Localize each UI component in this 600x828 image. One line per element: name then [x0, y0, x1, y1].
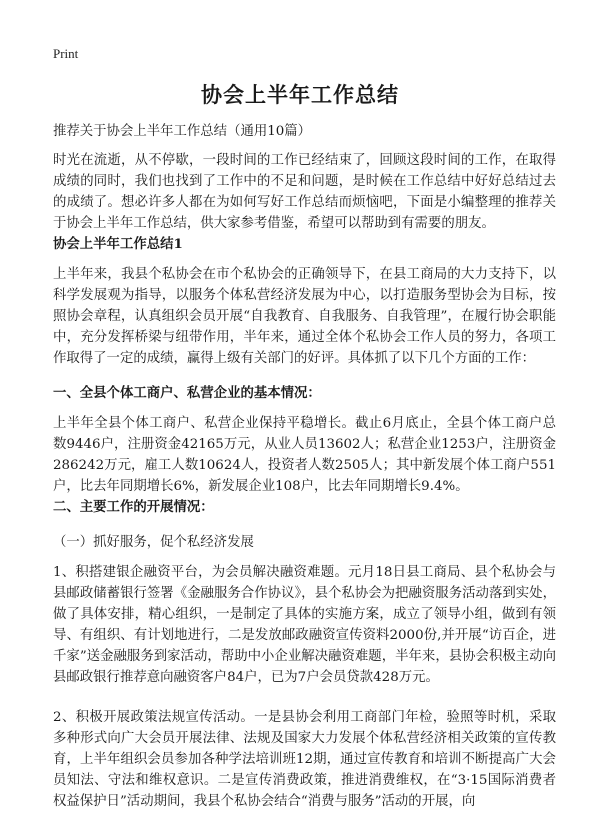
document-title: 协会上半年工作总结 [201, 82, 399, 107]
section-heading-1: 协会上半年工作总结1 [53, 236, 183, 252]
intro-paragraph: 时光在流逝，从不停歇，一段时间的工作已经结束了，回顾这段时间的工作，在取得成绩的同时，我们也找到了工作中的不足和问题，是时候在工作总结中好好总结过去的成绩了。想必许多人都在为如何写好工作总结而烦恼吧，下面是小编整理的推荐关于协会上半年工作总结，供大家参考借鉴，希望可以帮助到有需要的朋友。 [53, 153, 556, 231]
sub-heading-service: （一）抓好服务，促个私经济发展 [53, 535, 254, 550]
heading-main-work: 二、主要工作的开展情况： [53, 499, 214, 515]
section-1-paragraph: 上半年来，我县个私协会在市个私协会的正确领导下，在县工商局的大力支持下，以科学发展观为指导，以服务个体私营经济发展为中心，以打造服务型协会为目标，按照协会章程，认真组织会员开展“自我教育、自我服务、自我管理”，在履行协会职能中，充分发挥桥梁与纽带作用，半年来，通过全体个私协会工作人员的努力，各项工作取得了一定的成绩，赢得上级有关部门的好评。具体抓了以下几个方面的工作： [53, 267, 556, 366]
item-1-paragraph: 1、积搭建银企融资平台，为会员解决融资难题。元月18日县工商局、县个私协会与县邮政储蓄银行签署《金融服务合作协议》，县个私协会为把融资服务活动落到实处，做了具体安排，精心组织，一是制定了具体的实施方案，成立了领导小组，做到有领导、有组织、有计划地进行，二是发放邮政融资宣传资料2000份,并开展“访百企，进千家”送金融服务到家活动，帮助中小企业解决融资难题，半年来，县协会积极主动向县邮政银行推荐意向融资客户84户，已为7户会员贷款428万元。 [53, 565, 556, 685]
document-subtitle: 推荐关于协会上半年工作总结（通用10篇） [53, 124, 312, 139]
print-label[interactable]: Print [53, 46, 79, 61]
basic-situation-paragraph: 上半年全县个体工商户、私营企业保持平稳增长。截止6月底止，全县个体工商户总数9446户，注册资金42165万元，从业人员13602人；私营企业1253户，注册资金286242万元，雇工人数10624人，投资者人数2505人；其中新发展个体工商户551户，比去年同期增长6%，新发展企业108户，比去年同期增长9.4%。 [53, 416, 556, 494]
item-2-paragraph: 2、积极开展政策法规宣传活动。一是县协会利用工商部门年检，验照等时机，采取多种形式向广大会员开展法律、法规及国家大力发展个体私营经济相关政策的宣传教育，上半年组织会员参加各种学法培训班12期，通过宣传教育和培训不断提高广大会员知法、守法和维权意识。二是宣传消费政策，推进消费维权，在“3·15国际消费者权益保护日”活动期间，我县个私协会结合“消费与服务”活动的开展，向 [53, 710, 556, 809]
heading-basic-situation: 一、全县个体工商户、私营企业的基本情况： [53, 385, 321, 401]
